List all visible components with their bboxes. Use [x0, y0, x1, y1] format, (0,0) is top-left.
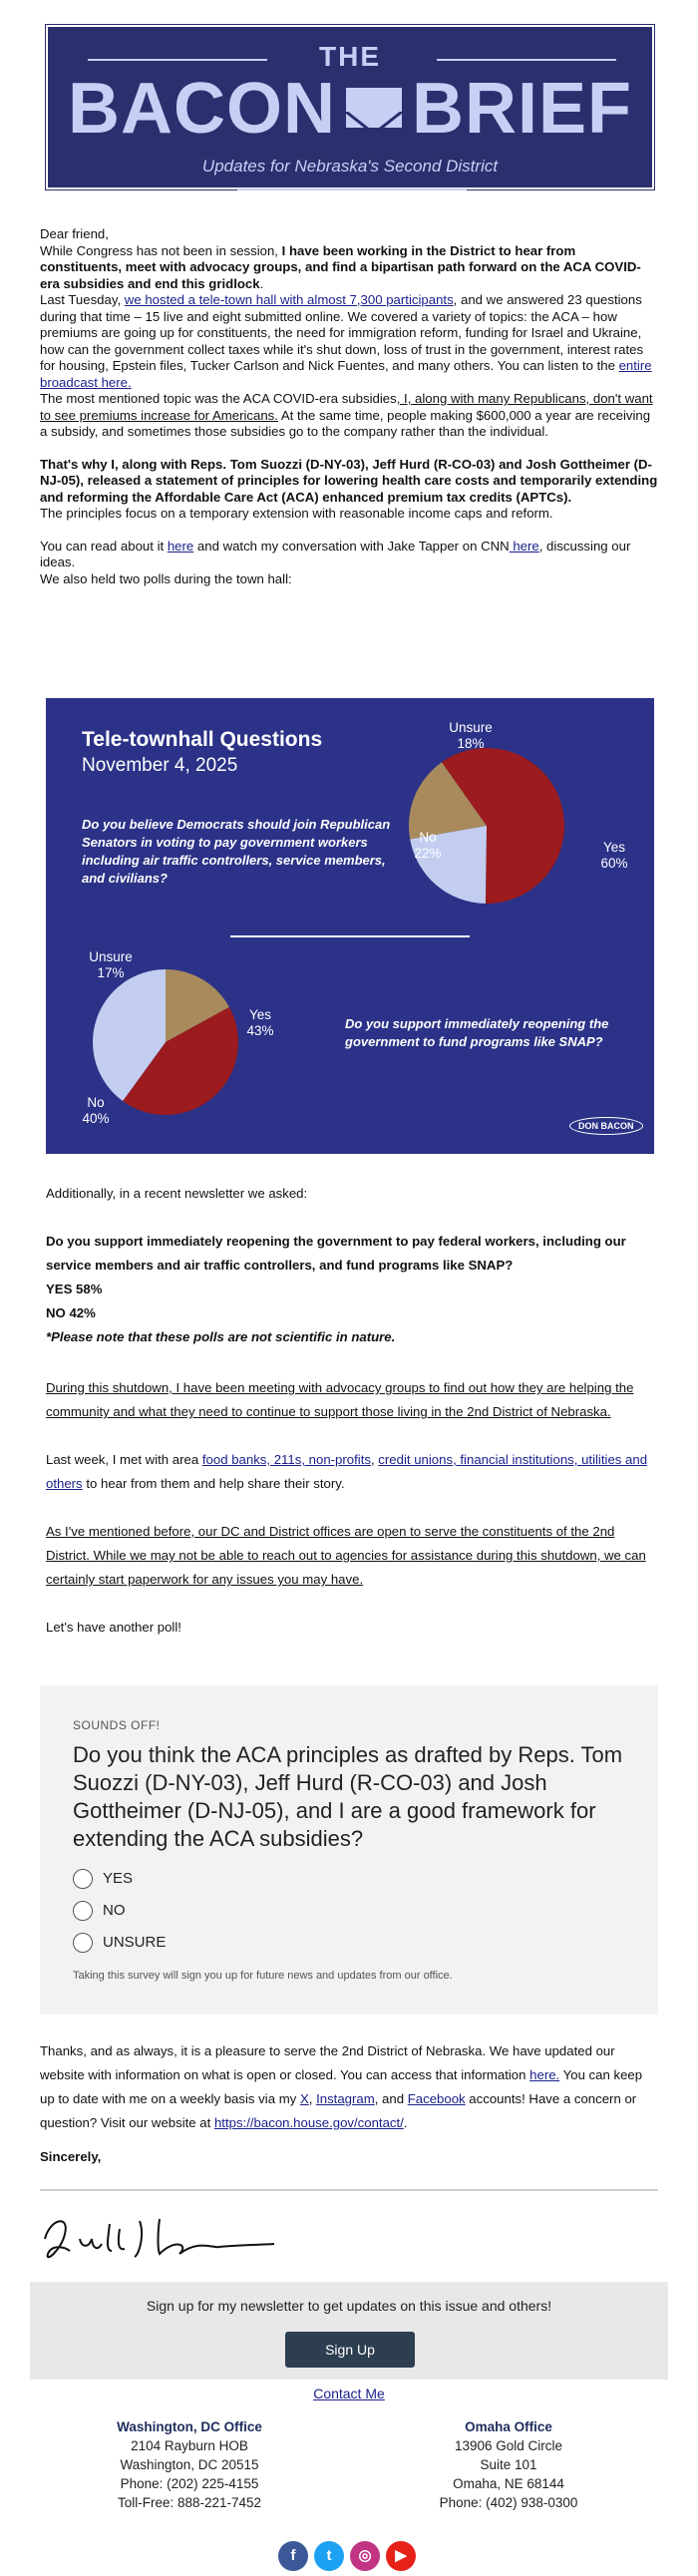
pie2-no-name: No: [87, 1095, 105, 1110]
survey-option-yes[interactable]: [73, 1867, 133, 1891]
survey-card: [40, 1685, 658, 2015]
radio-unsure[interactable]: [73, 1933, 93, 1953]
closing-comma-1: ,: [308, 2091, 317, 2106]
closing: [40, 2039, 658, 2169]
p5-text-b: and watch my conversation with Jake Tapper on CNN: [193, 538, 510, 553]
shutdown-paragraph-2: [46, 1448, 654, 1496]
paragraph-1: [40, 243, 658, 293]
pie1-unsure-name: Unsure: [449, 720, 493, 735]
survey-option-yes-label: YES: [103, 1870, 134, 1887]
shutdown-paragraph-1: During this shutdown, I have been meeting with advocacy groups to find out how they are helping the community and what they need to continue to support those living in the 2nd District of Nebraska.: [46, 1380, 634, 1419]
omaha-office-phone: Phone: (402) 938-0300: [439, 2495, 578, 2510]
closing-end: .: [403, 2115, 408, 2130]
paragraph-4: [40, 457, 658, 507]
p5-text: You can read about it: [40, 538, 168, 553]
paragraph-6: We also held two polls during the town hall:: [40, 570, 292, 586]
pie-chart-1: [407, 746, 566, 906]
radio-yes[interactable]: [73, 1869, 93, 1889]
x-link[interactable]: X: [299, 2091, 309, 2106]
pie2-unsure-label: [86, 949, 136, 981]
newsletter-poll-no-text: NO 42%: [46, 1305, 96, 1320]
youtube-icon[interactable]: ▶: [386, 2541, 416, 2571]
banner-the: THE: [319, 41, 381, 72]
contact-me-row: [0, 2386, 698, 2401]
telephone-townhall-link[interactable]: we hosted a tele-town hall with almost 7,300 participants: [124, 292, 454, 307]
paragraph-2: [40, 292, 658, 391]
envelope-icon: [346, 88, 402, 128]
p3-underlined: , I, along with many Republicans, don't want to see premiums increase for Americans.: [40, 391, 653, 423]
banner-word-brief: BRIEF: [412, 69, 632, 149]
paragraph-5: [40, 539, 658, 571]
banner-subtitle: Updates for Nebraska's Second District: [201, 157, 499, 176]
survey-note: Taking this survey will sign you up for future news and updates from our office.: [73, 1970, 453, 1982]
food-banks-link[interactable]: food banks, 211s, non-profits: [201, 1452, 371, 1467]
banner-title: [48, 69, 652, 149]
dc-office-tollfree: Toll-Free: 888-221-7452: [117, 2495, 262, 2510]
closing-comma-2: , and: [374, 2091, 408, 2106]
survey-option-unsure[interactable]: [73, 1931, 166, 1955]
p3-text-b: At the same time, people making $600,000 a year are receiving a subsidy, and sometimes those subsidies go to the company rather than the individual.: [40, 407, 651, 439]
pie2-yes-pct: 43%: [246, 1023, 274, 1038]
pie2-yes-name: Yes: [248, 1007, 272, 1022]
letter-intro: [40, 226, 658, 587]
townhall-poll-graphic: [46, 698, 654, 1154]
another-poll-text: Let's have another poll!: [46, 1620, 181, 1635]
pie1-no-pct: 22%: [414, 846, 442, 861]
closing-text-c: accounts! Have a concern or question? Visit our website at: [40, 2091, 637, 2130]
newsletter-poll-question: [46, 1230, 654, 1278]
pie2-unsure-pct: 17%: [97, 965, 125, 980]
paragraph-3: [40, 391, 658, 441]
closing-text-a: Thanks, and as always, it is a pleasure to serve the 2nd District of Nebraska. We have updated our website with information on what is open or closed. You can access that information: [40, 2043, 615, 2082]
p3-text: The most mentioned topic was the ACA COVID-era subsidies: [40, 391, 397, 406]
banner-word-bacon: BACON: [68, 69, 336, 149]
pie2-yes-label: [240, 1007, 280, 1039]
pie1-unsure-pct: 18%: [457, 736, 485, 751]
read-about-link[interactable]: here: [167, 538, 194, 553]
survey-option-unsure-label: UNSURE: [103, 1934, 167, 1951]
signup-box: [30, 2282, 668, 2380]
p5-text-c: , discussing our ideas.: [40, 538, 631, 569]
divider: [40, 2189, 658, 2191]
radio-no[interactable]: [73, 1901, 93, 1921]
twitter-icon[interactable]: t: [314, 2541, 344, 2571]
closing-paragraph: [40, 2039, 658, 2135]
survey-kicker: SOUNDS OFF!: [73, 1718, 161, 1732]
omaha-office-line-3: Omaha, NE 68144: [453, 2476, 564, 2491]
banner-rule-right: [437, 59, 616, 61]
dc-office-line-2: Washington, DC 20515: [120, 2457, 259, 2472]
pie1-unsure-label: [441, 720, 501, 752]
newsletter-banner: [46, 25, 654, 189]
newsletter-poll-intro: Additionally, in a recent newsletter we asked:: [46, 1186, 308, 1201]
s2-sep: ,: [370, 1452, 379, 1467]
credit-unions-link[interactable]: credit unions, financial institutions, utilities and others: [46, 1452, 648, 1491]
contact-me-link[interactable]: Contact Me: [313, 2386, 385, 2401]
omaha-office-line-2: Suite 101: [480, 2457, 537, 2472]
omaha-office-line-1: 13906 Gold Circle: [454, 2438, 563, 2453]
poll-divider: [230, 935, 470, 937]
pie2-no-label: [81, 1095, 111, 1127]
omaha-office: [389, 2417, 628, 2512]
pie1-yes-pct: 60%: [600, 856, 628, 871]
cnn-link[interactable]: here: [509, 538, 539, 553]
greeting: Dear friend,: [40, 226, 109, 241]
instagram-link[interactable]: Instagram: [316, 2091, 375, 2106]
contact-site-link[interactable]: https://bacon.house.gov/contact/: [213, 2115, 404, 2130]
pie1-yes-name: Yes: [602, 840, 626, 855]
newsletter-poll-yes-text: YES 58%: [46, 1282, 103, 1296]
poll-question-1: Do you believe Democrats should join Republican Senators in voting to pay government workers including air traffic controllers, service members, and civilians?: [82, 817, 391, 886]
omaha-office-name: Omaha Office: [465, 2419, 552, 2434]
p1-text: While Congress has not been in session,: [40, 242, 282, 258]
pie2-no-pct: 40%: [82, 1111, 110, 1126]
pie1-no-name: No: [419, 830, 437, 845]
s2-text: Last week, I met with area: [46, 1452, 202, 1467]
closing-text-b: You can keep up to date with me on a weekly basis via my: [40, 2067, 643, 2106]
signup-button[interactable]: Sign Up: [285, 2332, 415, 2368]
newsletter-poll-no: [46, 1301, 654, 1325]
shutdown-paragraph-3: As I've mentioned before, our DC and District offices are open to serve the constituents of the 2nd District. While we may not be able to reach out to agencies for assistance during this shutdown, we can certainly start paperwork for any issues you may have.: [46, 1524, 646, 1587]
p2-text-b: , and we answered 23 questions during that time – 15 live and eight submitted online. We covered a variety of topics: the ACA – how premiums are going up for constituents, the need for immigration reform, funding for Israel and Ukraine, how can the government collect taxes while it's shut down, loss of trust in the government, interest rates for housing, Epstein files, Tucker Carlson and Nick Fuentes, and many others. You can listen to the: [40, 292, 644, 373]
newsletter-poll-results: [46, 1182, 654, 1349]
website-info-link[interactable]: here.: [529, 2067, 560, 2082]
dc-office-phone: Phone: (202) 225-4155: [120, 2476, 259, 2491]
newsletter-poll-note: [46, 1325, 654, 1349]
poll-date: November 4, 2025: [82, 755, 238, 776]
p4-bold: That's why I, along with Reps. Tom Suozzi (D-NY-03), Jeff Hurd (R-CO-03) and Josh Gottheimer (D-NJ-05), released a statement of principles for lowering health care costs and temporarily extending and reforming the Affordable Care Act (ACA) enhanced premium tax credits (APTCs).: [40, 456, 658, 505]
poll-title: Tele-townhall Questions: [82, 728, 323, 751]
instagram-icon[interactable]: ◎: [350, 2541, 380, 2571]
banner-rule-bottom: [237, 188, 467, 190]
pie-chart-2: [91, 967, 240, 1117]
poll-question-2: Do you support immediately reopening the government to fund programs like SNAP?: [345, 1016, 609, 1049]
dc-office-line-1: 2104 Rayburn HOB: [131, 2438, 248, 2453]
dc-office-name: Washington, DC Office: [117, 2419, 262, 2434]
newsletter-poll-yes: [46, 1278, 654, 1301]
facebook-icon[interactable]: f: [278, 2541, 308, 2571]
signature: [40, 2209, 279, 2269]
shutdown-update: [46, 1376, 654, 1640]
paragraph-4b: The principles focus on a temporary extension with reasonable income caps and reform.: [40, 506, 553, 521]
signoff: [40, 2145, 658, 2169]
p1-bold: I have been working in the District to hear from constituents, meet with advocacy groups, and find a bipartisan path forward on the ACA COVID-era subsidies and end this gridlock: [40, 242, 641, 291]
pie1-no-label: [413, 830, 443, 862]
signoff-text: Sincerely,: [40, 2149, 102, 2164]
newsletter-poll-note-text: *Please note that these polls are not scientific in nature.: [46, 1329, 396, 1344]
s2-text-b: to hear from them and help share their story.: [82, 1476, 345, 1491]
newsletter-poll-question-text: Do you support immediately reopening the government to pay federal workers, including our service members and air traffic controllers, and fund programs like SNAP?: [46, 1234, 626, 1273]
survey-option-no-label: NO: [103, 1902, 126, 1919]
pie2-unsure-name: Unsure: [89, 949, 133, 964]
dc-office: [70, 2417, 309, 2512]
survey-option-no[interactable]: [73, 1899, 126, 1923]
don-bacon-logo: DON BACON: [569, 1117, 643, 1135]
pie1-yes-label: [594, 840, 634, 872]
facebook-link[interactable]: Facebook: [407, 2091, 466, 2106]
p1-end: .: [259, 275, 264, 291]
broadcast-link[interactable]: entire broadcast here.: [40, 358, 652, 390]
p2-text: Last Tuesday,: [40, 292, 125, 307]
survey-question: Do you think the ACA principles as drafted by Reps. Tom Suozzi (D-NY-03), Jeff Hurd (R-CO-03) and Josh Gottheimer (D-NJ-05), and I are a good framework for extending the ACA subsidies?: [73, 1742, 623, 1851]
signup-text: Sign up for my newsletter to get updates on this issue and others!: [146, 2298, 552, 2314]
